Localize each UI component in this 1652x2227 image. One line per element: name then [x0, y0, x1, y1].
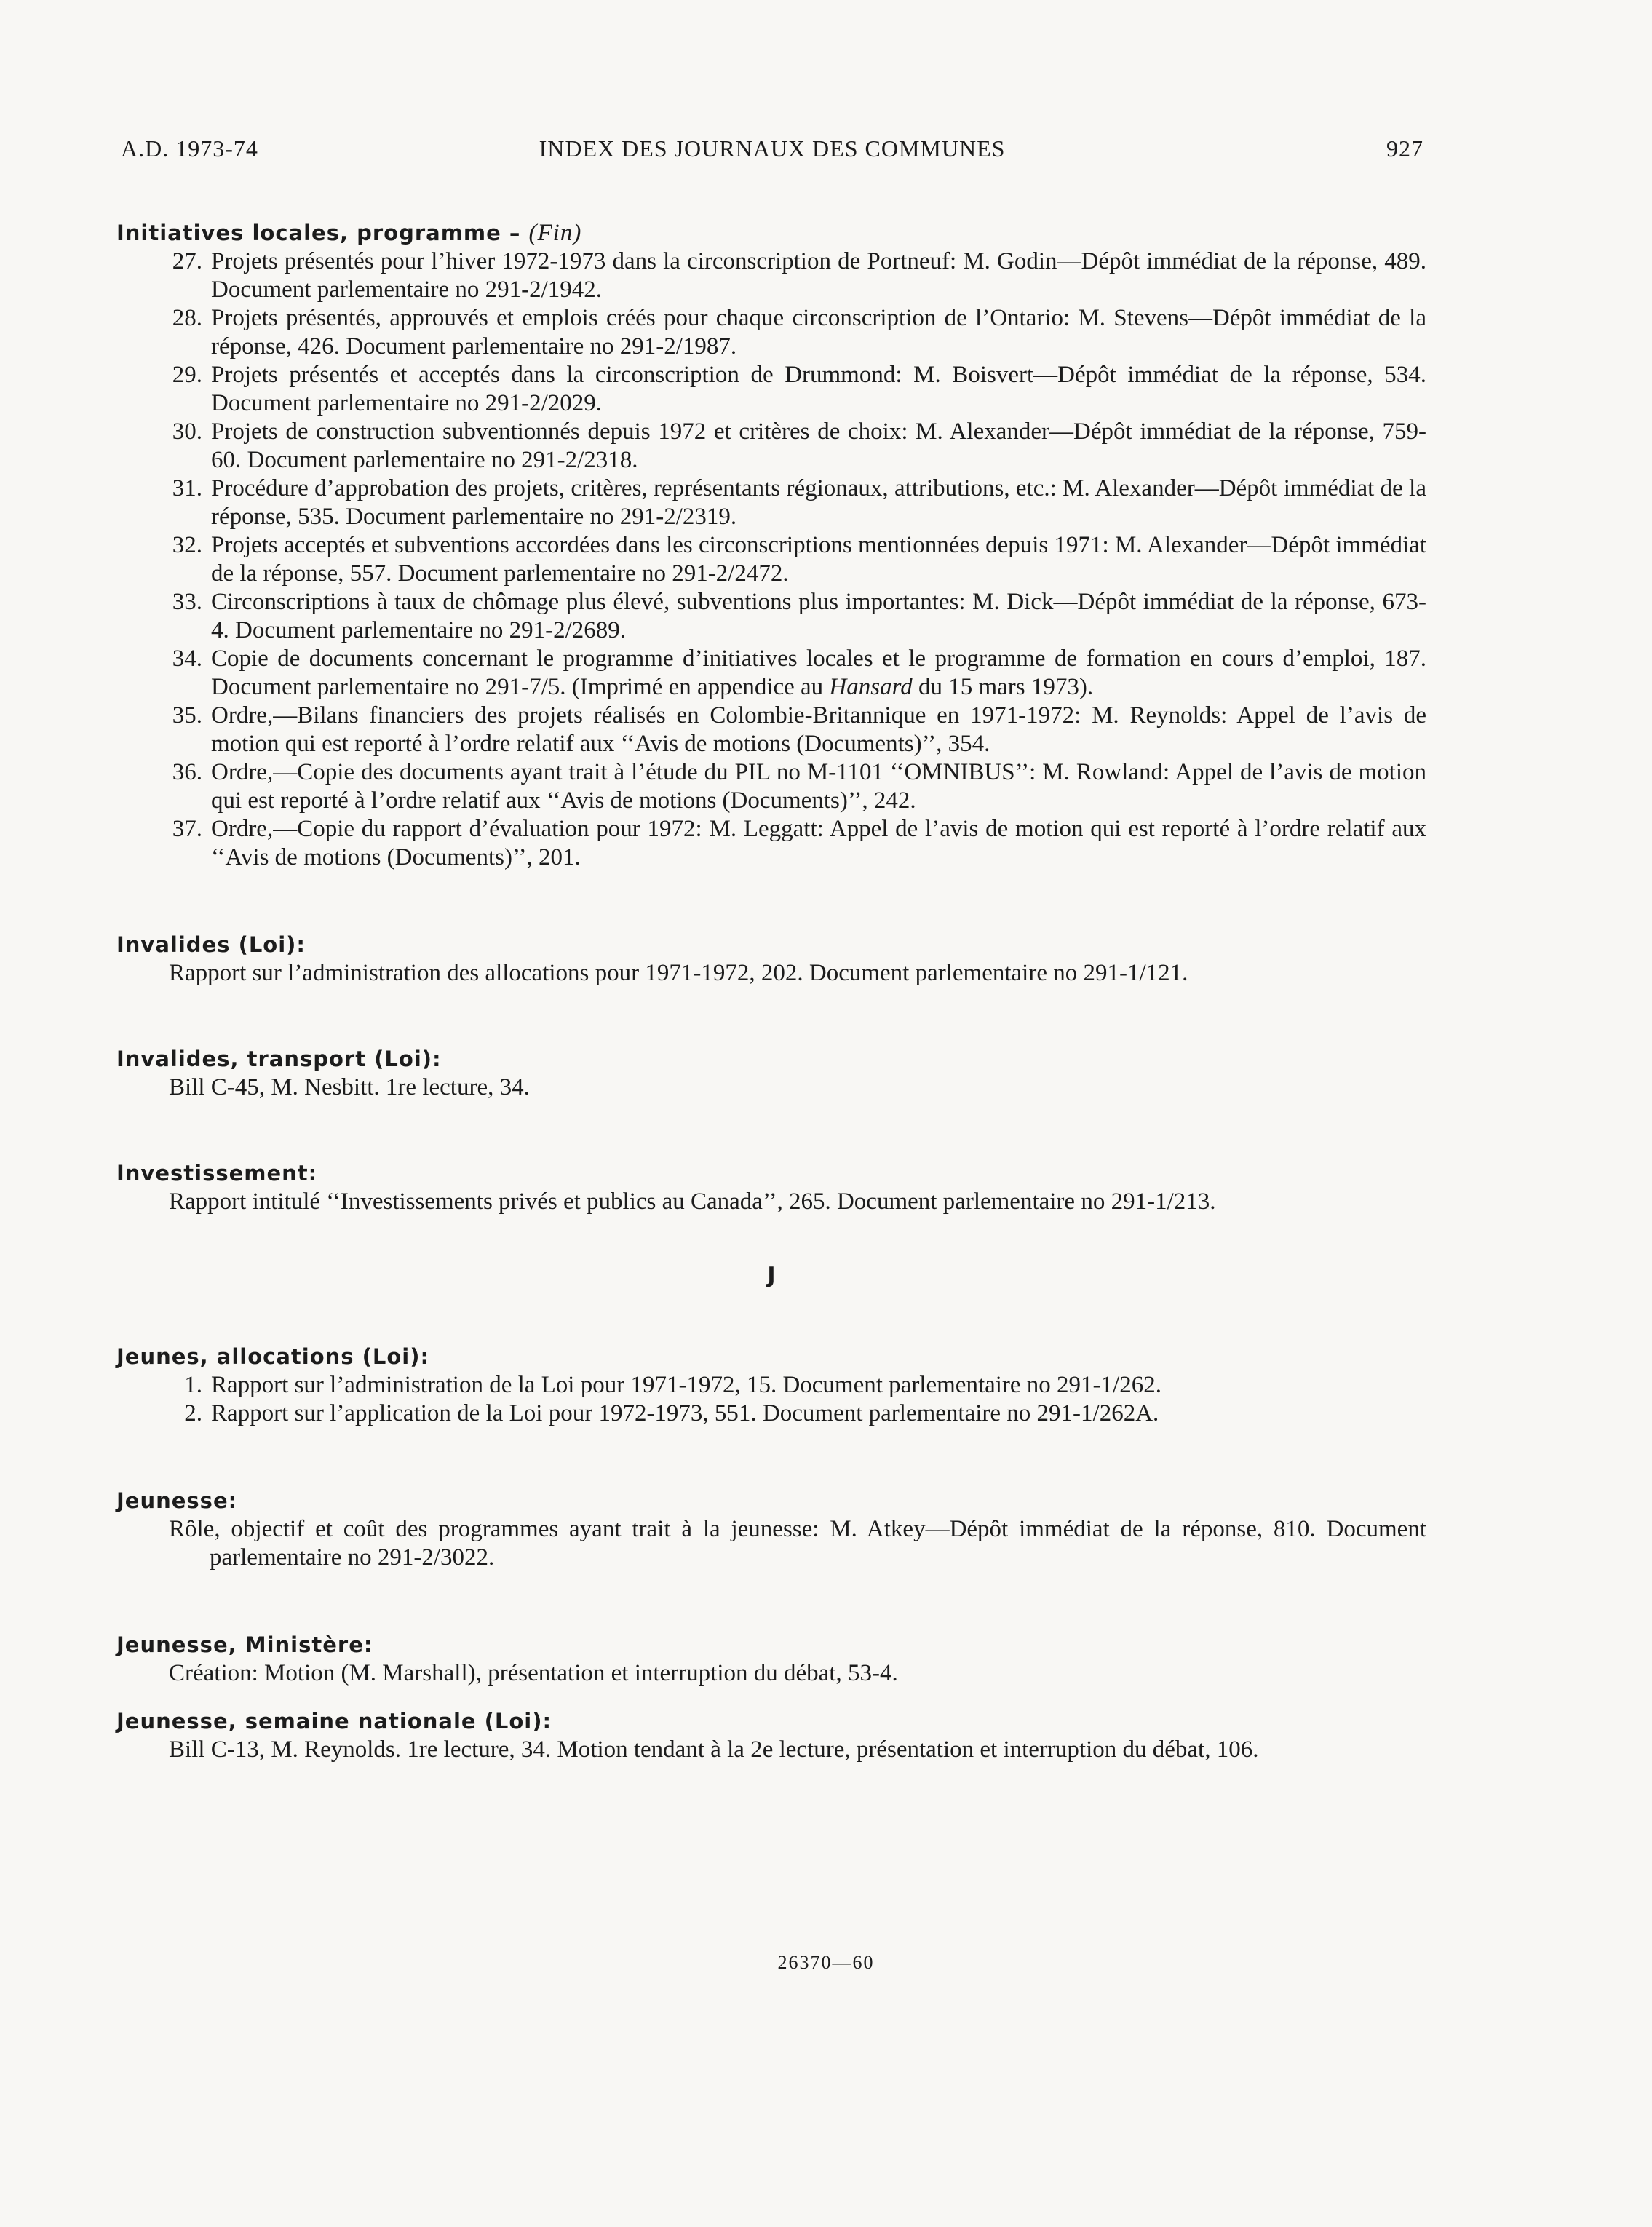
hansard-title: Hansard	[829, 674, 913, 700]
entry-initiatives-locales	[116, 218, 1426, 872]
entry-text: Rapport sur l’administration des allocations pour 1971-1972, 202. Document parlementaire no 291-1/121.	[169, 960, 1188, 986]
entry-heading: Initiatives locales, programme – (Fin)	[116, 220, 582, 246]
list-item: 2. Rapport sur l’application de la Loi pour 1972-1973, 551. Document parlementaire no 291-1/262A.	[184, 1400, 1159, 1426]
list-item: 35. Ordre,—Bilans financiers des projets réalisés en Colombie-Britannique en 1971-1972: M. Reynolds: Appel de l’avis de motion qui est reporté à l’ordre relatif aux ‘‘Avis de motions (Documents)’’, 354.	[172, 702, 1426, 757]
list-item: 32. Projets acceptés et subventions accordées dans les circonscriptions mentionnées depuis 1971: M. Alexander—Dépôt immédiat de la réponse, 557. Document parlementaire no 291-2/2472.	[172, 532, 1426, 587]
entry-items	[116, 1371, 1426, 1428]
header-title: INDEX DES JOURNAUX DES COMMUNES	[539, 135, 1006, 162]
entry-jeunes-allocations	[116, 1342, 1426, 1428]
list-item: 30. Projets de construction subventionnés depuis 1972 et critères de choix: M. Alexander—Dépôt immédiat de la réponse, 759-60. Document parlementaire no 291-2/2318.	[172, 418, 1426, 473]
entry-heading: Jeunes, allocations (Loi):	[116, 1344, 430, 1369]
entry-heading: Jeunesse, Ministère:	[116, 1632, 373, 1657]
entry-heading: Jeunesse:	[116, 1488, 238, 1513]
print-signature: 26370—60	[777, 1952, 875, 1973]
heading-continuation: (Fin)	[528, 220, 582, 246]
list-item: 36. Ordre,—Copie des documents ayant trait à l’étude du PIL no M-1101 ‘‘OMNIBUS’’: M. Rowland: Appel de l’avis de motion qui est reporté à l’ordre relatif aux ‘‘Avis de motions (Documents)’’, 242.	[172, 759, 1426, 814]
entry-text: Rôle, objectif et coût des programmes ayant trait à la jeunesse: M. Atkey—Dépôt immédiat de la réponse, 810. Document parlementaire no 291-2/3022.	[169, 1516, 1426, 1571]
entry-jeunesse-ministere	[116, 1630, 1426, 1688]
entry-investissement	[116, 1159, 1426, 1216]
section-letter: J	[767, 1263, 776, 1288]
entry-heading: Invalides (Loi):	[116, 932, 306, 957]
list-item: 29. Projets présentés et acceptés dans la circonscription de Drummond: M. Boisvert—Dépôt immédiat de la réponse, 534. Document parlementaire no 291-2/2029.	[172, 362, 1426, 416]
entry-items	[116, 247, 1426, 872]
entry-text: Création: Motion (M. Marshall), présentation et interruption du débat, 53-4.	[169, 1660, 898, 1686]
entry-text: Bill C-13, M. Reynolds. 1re lecture, 34. Motion tendant à la 2e lecture, présentation et interruption du débat, 106.	[169, 1736, 1259, 1763]
entry-heading: Jeunesse, semaine nationale (Loi):	[116, 1709, 552, 1734]
entry-heading: Invalides, transport (Loi):	[116, 1047, 442, 1071]
list-item: 1. Rapport sur l’administration de la Loi pour 1971-1972, 15. Document parlementaire no 291-1/262.	[184, 1372, 1161, 1398]
page-number: 927	[1386, 135, 1423, 162]
entry-invalides-loi	[116, 930, 1426, 988]
header-year: A.D. 1973-74	[121, 135, 258, 162]
list-item: 28. Projets présentés, approuvés et emplois créés pour chaque circonscription de l’Ontario: M. Stevens—Dépôt immédiat de la réponse, 426. Document parlementaire no 291-2/1987.	[172, 305, 1426, 360]
list-item: 33. Circonscriptions à taux de chômage plus élevé, subventions plus importantes: M. Dick—Dépôt immédiat de la réponse, 673-4. Document parlementaire no 291-2/2689.	[172, 589, 1426, 643]
list-item: 37. Ordre,—Copie du rapport d’évaluation pour 1972: M. Leggatt: Appel de l’avis de motion qui est reporté à l’ordre relatif aux ‘‘Avis de motions (Documents)’’, 201.	[172, 816, 1426, 870]
index-content	[116, 218, 1426, 1764]
list-item: 31. Procédure d’approbation des projets, critères, représentants régionaux, attributions, etc.: M. Alexander—Dépôt immédiat de la réponse, 535. Document parlementaire no 291-2/2319.	[172, 475, 1426, 530]
running-header	[121, 135, 1423, 167]
entry-jeunesse	[116, 1486, 1426, 1572]
entry-invalides-transport	[116, 1044, 1426, 1102]
entry-jeunesse-semaine	[116, 1707, 1426, 1764]
entry-text: Bill C-45, M. Nesbitt. 1re lecture, 34.	[169, 1074, 530, 1100]
list-item: 27. Projets présentés pour l’hiver 1972-1973 dans la circonscription de Portneuf: M. Godin—Dépôt immédiat de la réponse, 489. Document parlementaire no 291-2/1942.	[172, 248, 1426, 303]
list-item: 34. Copie de documents concernant le programme d’initiatives locales et le programme de formation en cours d’emploi, 187. Document parlementaire no 291-7/5. (Imprimé en appendice au Hansard du 15 mars 1973).	[172, 646, 1426, 700]
entry-text: Rapport intitulé ‘‘Investissements privés et publics au Canada’’, 265. Document parlementaire no 291-1/213.	[169, 1188, 1216, 1215]
entry-heading: Investissement:	[116, 1161, 318, 1186]
